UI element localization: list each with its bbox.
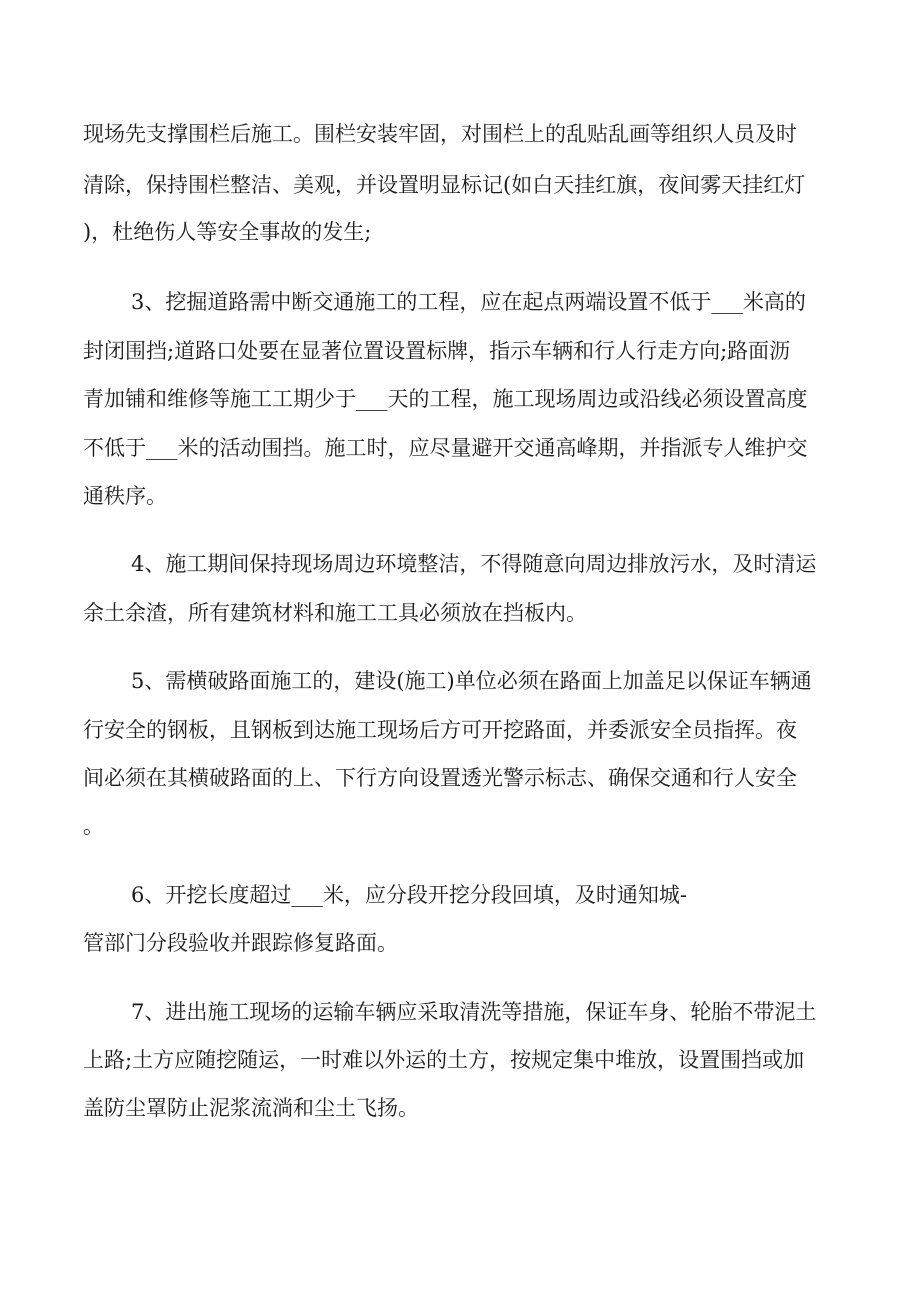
item-6-line-2: 管部门分段验收并跟踪修复路面。 xyxy=(83,931,398,955)
item-5-line-3: 间必须在其横破路面的上、下行方向设置透光警示标志、确保交通和行人安全 xyxy=(83,766,797,790)
item-5-line-4: 。 xyxy=(83,814,104,838)
item-6-line-1: 6、开挖长度超过___米，应分段开挖分段回填，及时通知城- xyxy=(131,883,687,907)
paragraph-2-line-3: )，杜绝伤人等安全事故的发生; xyxy=(83,220,372,244)
item-7-line-1: 7、进出施工现场的运输车辆应采取清洗等措施，保证车身、轮胎不带泥土 xyxy=(131,1000,817,1024)
item-4-line-1: 4、施工期间保持现场周边环境整洁，不得随意向周边排放污水，及时清运 xyxy=(131,552,817,576)
item-5-line-1: 5、需横破路面施工的，建设(施工)单位必须在路面上加盖足以保证车辆通 xyxy=(131,669,812,693)
item-3-line-5: 通秩序。 xyxy=(83,484,167,508)
item-3-line-4: 不低于___米的活动围挡。施工时，应尽量避开交通高峰期，并指派专人维护交 xyxy=(83,436,808,460)
item-3-line-1: 3、挖掘道路需中断交通施工的工程，应在起点两端设置不低于___米高的 xyxy=(131,290,806,314)
paragraph-2-line-2: 清除，保持围栏整洁、美观，并设置明显标记(如白天挂红旗，夜间雾天挂红灯 xyxy=(83,173,806,197)
item-7-line-3: 盖防尘罩防止泥浆流淌和尘土飞扬。 xyxy=(83,1096,419,1120)
item-5-line-2: 行安全的钢板，且钢板到达施工现场后方可开挖路面，并委派安全员指挥。夜 xyxy=(83,718,797,742)
item-3-line-2: 封闭围挡;道路口处要在显著位置设置标牌，指示车辆和行人行走方向;路面沥 xyxy=(83,339,791,363)
item-4-line-2: 余土余渣，所有建筑材料和施工工具必须放在挡板内。 xyxy=(83,601,587,625)
paragraph-2-line-1: 现场先支撑围栏后施工。围栏安装牢固，对围栏上的乱贴乱画等组织人员及时 xyxy=(83,122,797,146)
item-7-line-2: 上路;土方应随挖随运，一时难以外运的土方，按规定集中堆放，设置围挡或加 xyxy=(83,1048,805,1072)
item-3-line-3: 青加铺和维修等施工工期少于___天的工程，施工现场周边或沿线必须设置高度 xyxy=(83,387,808,411)
